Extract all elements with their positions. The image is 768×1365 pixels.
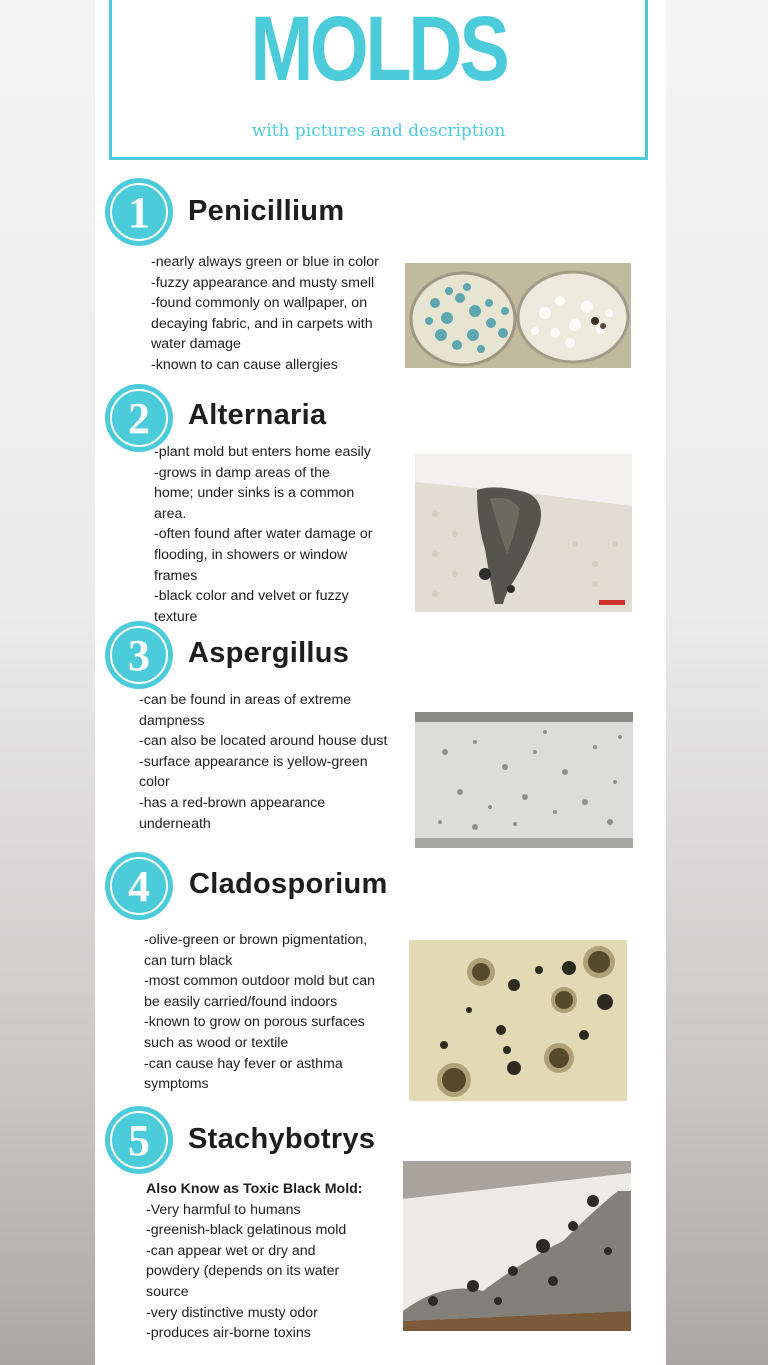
mold-description-alternaria	[154, 442, 404, 627]
alternaria-photo	[415, 454, 632, 612]
description-line: -olive-green or brown pigmentation,	[144, 932, 368, 948]
description-line: -surface appearance is yellow-green	[139, 753, 368, 770]
mold-description-aspergillus	[139, 690, 404, 834]
description-line: -known to grow on porous surfaces	[144, 1014, 365, 1031]
badge-number: 4	[128, 862, 150, 911]
description-line: decaying fabric, and in carpets with	[151, 315, 373, 332]
description-line: powdery (depends on its water	[146, 1263, 340, 1280]
badge-number: 2	[128, 394, 150, 443]
mold-description-cladosporium	[144, 930, 404, 1095]
mold-name-alternaria: Alternaria	[188, 399, 327, 431]
mold-name-stachybotrys: Stachybotrys	[188, 1123, 376, 1155]
badge-number: 5	[128, 1116, 150, 1165]
page-title: MOLDS	[250, 0, 507, 100]
description-line: -often found after water damage or	[154, 526, 373, 543]
number-badge-cladosporium	[104, 851, 174, 921]
description-line: underneath	[139, 815, 211, 832]
mold-description-penicillium	[151, 252, 401, 376]
description-line: -produces air-borne toxins	[146, 1325, 311, 1342]
stachybotrys-photo	[403, 1161, 631, 1331]
description-line: be easily carried/found indoors	[144, 993, 338, 1010]
description-line: -can cause hay fever or asthma	[144, 1055, 343, 1072]
title-banner	[109, 0, 648, 160]
description-line: source	[146, 1283, 189, 1300]
description-line: flooding, in showers or window	[154, 546, 348, 563]
mold-name-aspergillus: Aspergillus	[188, 637, 350, 669]
description-line: -Very harmful to humans	[146, 1201, 301, 1218]
description-line: can turn black	[144, 952, 233, 969]
description-line: symptoms	[144, 1076, 209, 1093]
description-line: -known to can cause allergies	[151, 356, 338, 373]
number-badge-penicillium	[104, 177, 174, 247]
description-line: -can also be located around house dust	[139, 733, 388, 750]
description-line: -very distinctive musty odor	[146, 1304, 318, 1321]
description-line: -has a red-brown appearance	[139, 794, 326, 811]
number-badge-stachybotrys	[104, 1105, 174, 1175]
description-line: -most common outdoor mold but can	[144, 973, 376, 990]
mold-name-penicillium: Penicillium	[188, 195, 345, 227]
mold-alias: Also Know as Toxic Black Mold:	[146, 1181, 363, 1197]
description-line: such as wood or textile	[144, 1034, 289, 1051]
description-line: area.	[154, 505, 187, 522]
description-line: -nearly always green or blue in color	[151, 254, 379, 270]
description-line: -plant mold but enters home easily	[154, 444, 371, 460]
badge-number: 3	[128, 631, 150, 680]
description-line: water damage	[151, 336, 241, 353]
description-line: -found commonly on wallpaper, on	[151, 295, 368, 312]
description-line: home; under sinks is a common	[154, 485, 355, 502]
penicillium-photo	[405, 263, 631, 368]
mold-name-cladosporium: Cladosporium	[189, 868, 388, 900]
description-line: -black color and velvet or fuzzy	[154, 588, 349, 605]
description-line: -fuzzy appearance and musty smell	[151, 274, 375, 291]
description-line: frames	[154, 567, 198, 584]
aspergillus-photo	[415, 712, 633, 848]
description-line: texture	[154, 608, 198, 625]
badge-number: 1	[128, 188, 150, 237]
mold-description-stachybotrys	[146, 1179, 402, 1344]
description-line: -greenish-black gelatinous mold	[146, 1222, 347, 1239]
page-subtitle: with pictures and description	[251, 121, 506, 141]
description-line: -can appear wet or dry and	[146, 1242, 316, 1259]
description-line: -can be found in areas of extreme	[139, 692, 352, 708]
description-line: -grows in damp areas of the	[154, 464, 330, 481]
cladosporium-photo	[409, 940, 627, 1101]
description-line: color	[139, 774, 170, 791]
number-badge-aspergillus	[104, 620, 174, 690]
description-line: dampness	[139, 712, 205, 729]
